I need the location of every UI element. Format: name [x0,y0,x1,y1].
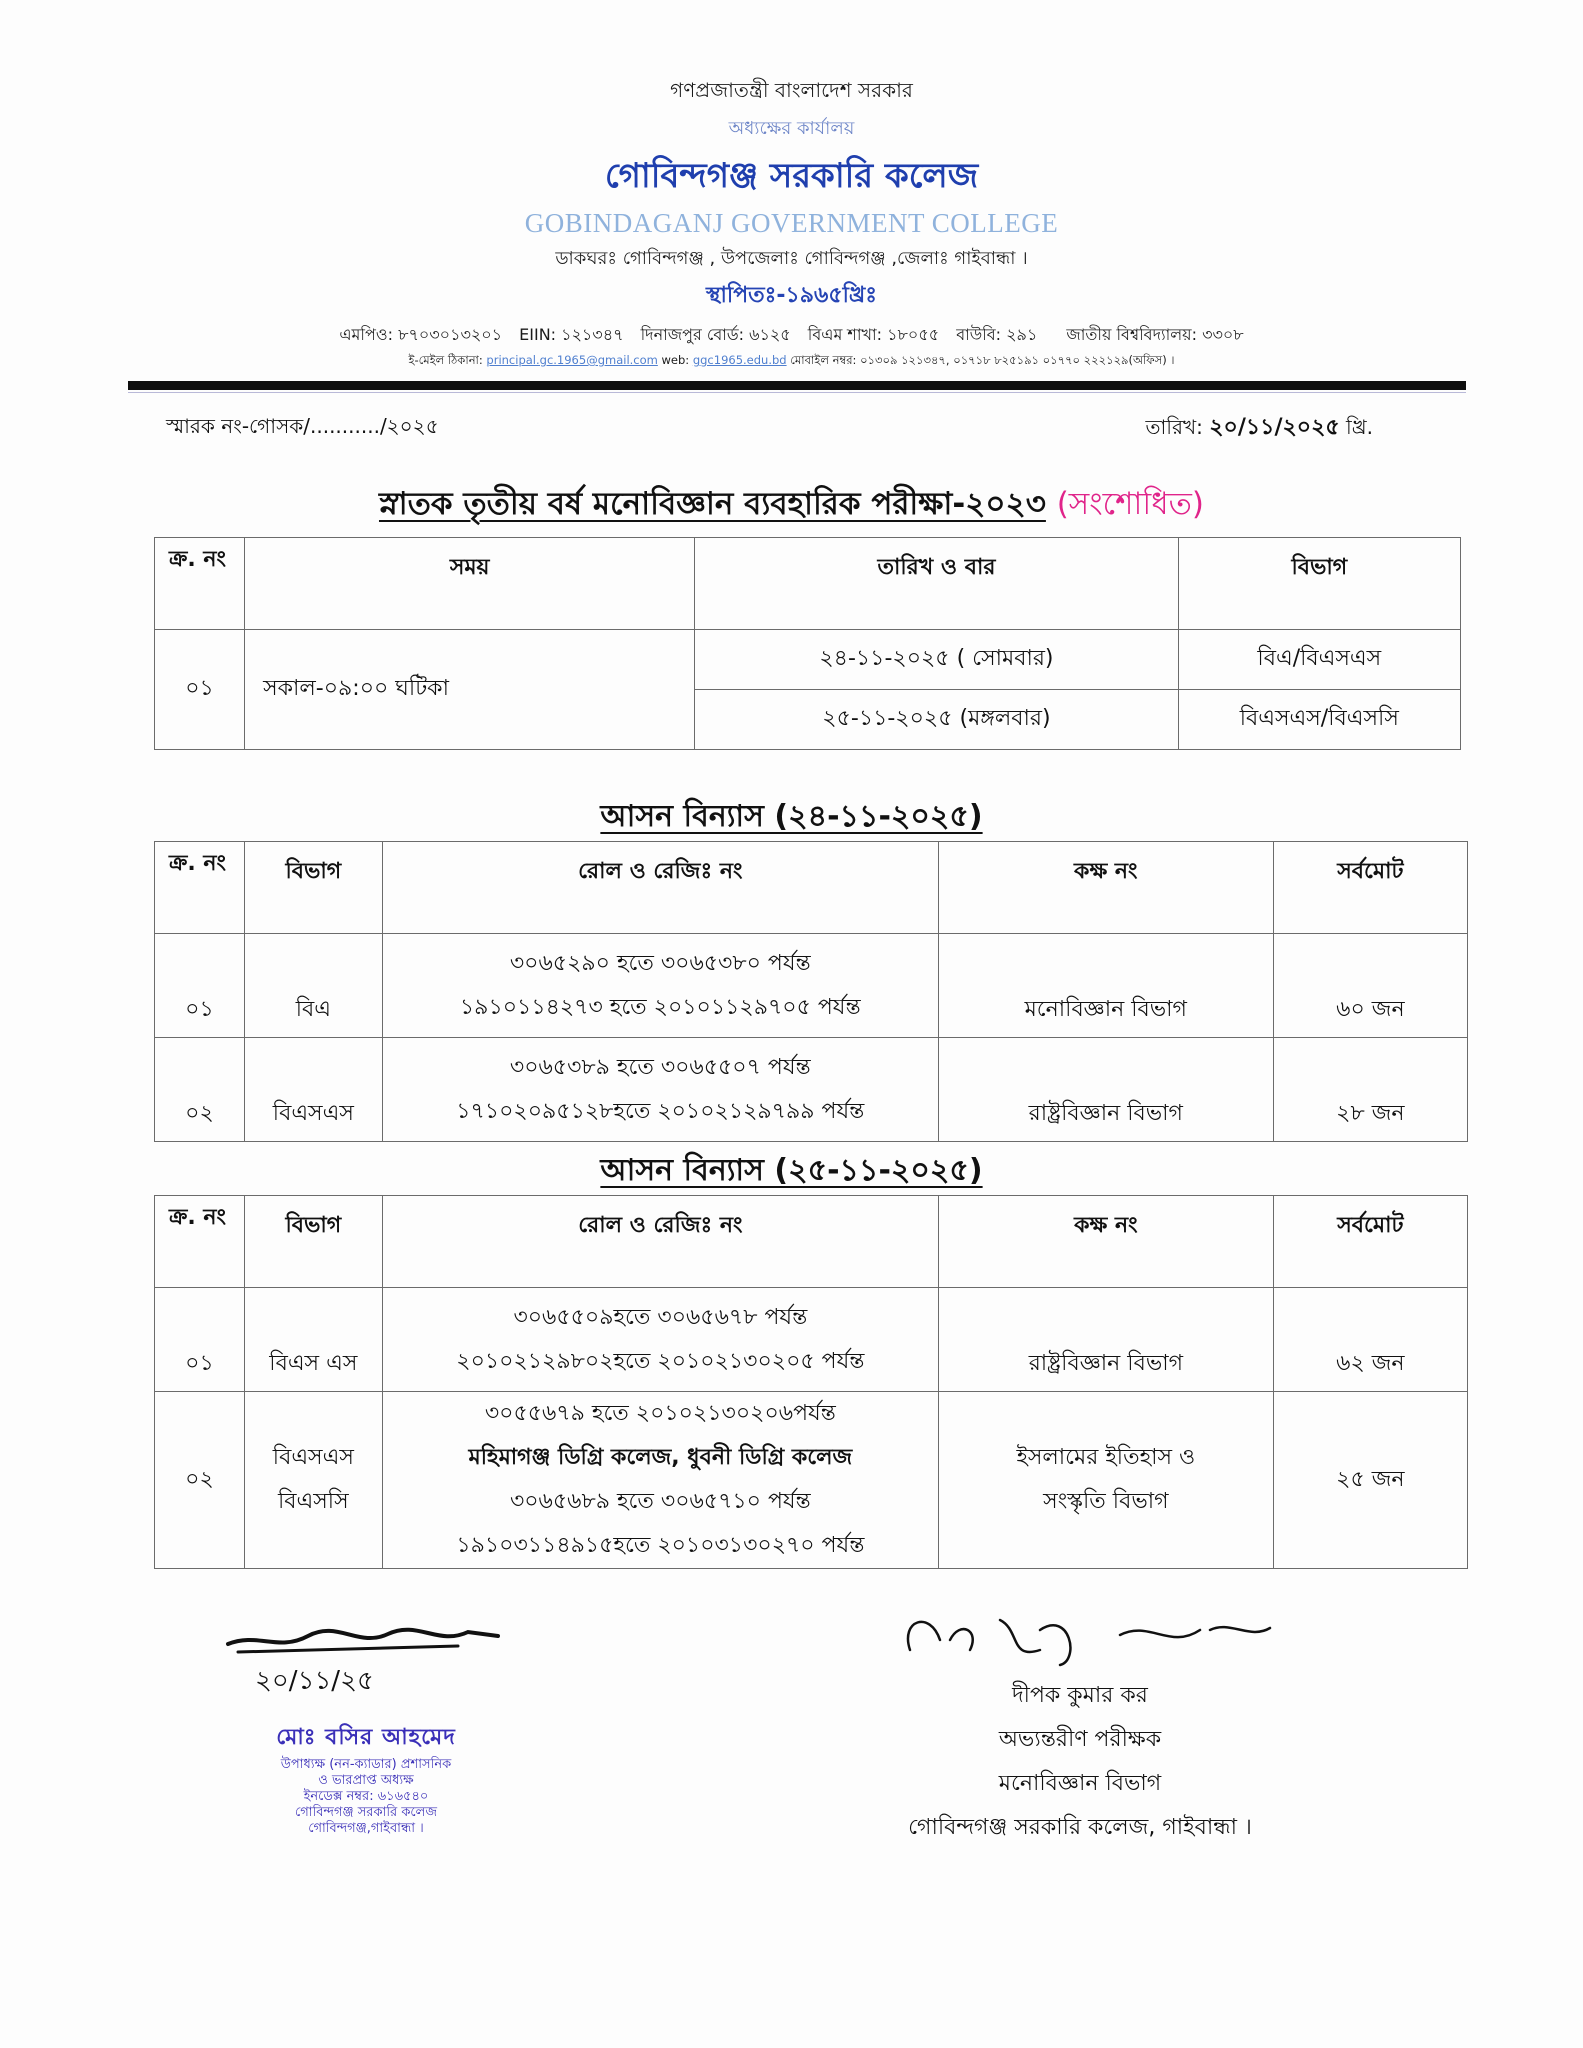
mpo-code: এমপিও: ৮৭০৩০১৩২০১ [339,325,503,344]
header-department: বিভাগ [244,1196,382,1288]
seating-title-1 [0,792,1583,843]
established-year: স্থাপিতঃ-১৯৬৫খ্রিঃ [705,283,878,308]
department-line-1: বিএসএস [272,1445,354,1470]
reg-range: ১৯১০১১৪২৭৩ হতে ২০১০১১২৯৭০৫ পর্যন্ত [459,994,861,1020]
memo-date [1145,410,1373,447]
header-roll-reg: রোল ও রেজিঃ নং [382,1196,938,1288]
college-address: ডাকঘরঃ গোবিন্দগঞ্জ , উপজেলাঃ গোবিন্দগঞ্জ ,জেলাঃ গাইবান্ধা । [555,248,1028,269]
header-department: বিভাগ [1178,538,1460,630]
examiner-signature [870,1600,1290,1670]
header-roll-reg: রোল ও রেজিঃ নং [382,842,938,934]
reg-range: ২০১০২১২৯৮০২হতে ২০১০২১৩০২০৫ পর্যন্ত [456,1348,865,1374]
signature-date: ২০/১১/২৫ [255,1666,374,1696]
department-cell: বিএ/বিএসএস [1178,630,1460,690]
header-time: সময় [245,538,695,630]
department-line-2: বিএসসি [278,1489,349,1514]
header-divider [128,381,1466,390]
stamp-name: মোঃ বসির আহমেদ [276,1725,456,1750]
stamp-line-5: গোবিন্দগঞ্জ,গাইবান্ধা । [308,1821,424,1836]
seating-table-2 [154,1195,1468,1569]
total-cell: ৬২ জন [1273,1288,1467,1392]
serial-cell: ০১ [155,934,245,1038]
roll-cell [382,1392,938,1569]
header-room: কক্ষ নং [938,1196,1273,1288]
office-name: অধ্যক্ষের কার্যালয় [728,118,855,139]
reg-range: ১৭১০২০৯৫১২৮হতে ২০১০২১২৯৭৯৯ পর্যন্ত [456,1098,865,1124]
room-line-1: ইসলামের ইতিহাস ও [1016,1445,1196,1470]
eiin-code: EIIN: ১২১৩৪৭ [519,325,624,344]
date-cell: ২৪-১১-২০২৫ ( সোমবার) [695,630,1178,690]
room-cell: রাষ্ট্রবিজ্ঞান বিভাগ [938,1038,1273,1142]
department-cell [244,1392,382,1569]
college-name-en: GOBINDAGANJ GOVERNMENT COLLEGE [524,208,1059,238]
examiner-name: দীপক কুমার কর [1012,1683,1148,1708]
department-cell: বিএসএস [244,1038,382,1142]
government-name: গণপ্রজাতন্ত্রী বাংলাদেশ সরকার [670,78,913,102]
department-cell: বিএ [244,934,382,1038]
stamp-line-3: ইনডেক্স নম্বর: ৬১৬৫৪০ [303,1789,429,1804]
roll-range: ৩০৬৫৬৮৯ হতে ৩০৬৫৭১০ পর্যন্ত [509,1489,811,1514]
examiner-department: মনোবিজ্ঞান বিভাগ [998,1771,1162,1796]
email-label: ই-মেইল ঠিকানা: [408,353,483,367]
department-cell: বিএস এস [244,1288,382,1392]
header-serial: ক্র. নং [155,842,245,934]
seating-title-2-text: আসন বিন্যাস (২৫-১১-২০২৫) [600,1153,983,1188]
table-header-row [155,842,1468,934]
room-cell: মনোবিজ্ঞান বিভাগ [938,934,1273,1038]
seating-title-2 [0,1146,1583,1197]
table-header-row [155,1196,1468,1288]
schedule-table [154,537,1461,750]
header-department: বিভাগ [244,842,382,934]
department-cell: বিএসএস/বিএসসি [1178,690,1460,750]
college-names: মহিমাগঞ্জ ডিগ্রি কলেজ, ধুবনী ডিগ্রি কলেজ [468,1445,853,1470]
table-row [155,630,1461,690]
total-cell: ৬০ জন [1273,934,1467,1038]
roll-range: ৩০৬৫২৯০ হতে ৩০৬৫৩৮০ পর্যন্ত [509,950,811,976]
serial-cell: ০১ [155,630,245,750]
seating-table-1 [154,841,1468,1142]
table-row [155,1392,1468,1569]
date-value: ২০/১১/২০২৫ [1209,415,1340,440]
date-suffix: খ্রি. [1346,415,1373,439]
roll-range: ৩০৬৫৫০৯হতে ৩০৬৫৬৭৮ পর্যন্ত [513,1304,808,1330]
document-title [0,480,1583,532]
header-divider-thin [128,392,1466,393]
board-code: দিনাজপুর বোর্ড: ৬১২৫ [640,325,791,344]
table-header-row [155,538,1461,630]
roll-range: ৩০৫৫৬৭৯ হতে ২০১০২১৩০২০৬পর্যন্ত [484,1401,836,1426]
stamp-line-1: উপাধ্যক্ষ (নন-ক্যাডার) প্রশাসনিক [280,1757,452,1772]
room-line-2: সংস্কৃতি বিভাগ [1043,1489,1169,1514]
table-row [155,1038,1468,1142]
stamp-line-2: ও ভারপ্রাপ্ত অধ্যক্ষ [318,1773,414,1788]
table-row [155,1288,1468,1392]
memo-reference: স্মারক নং-গোসক/.........../২০২৫ [166,414,439,438]
title-revised: (সংশোধিত) [1056,486,1205,522]
table-row [155,934,1468,1038]
examiner-designation: অভ্যন্তরীণ পরীক্ষক [998,1727,1162,1752]
college-name-bn: গোবিন্দগঞ্জ সরকারি কলেজ [604,156,979,196]
seating-title-1-text: আসন বিন্যাস (২৪-১১-২০২৫) [600,799,983,834]
title-main: স্নাতক তৃতীয় বর্ষ মনোবিজ্ঞান ব্যবহারিক পরীক্ষা-২০২৩ [378,486,1046,522]
official-stamp [216,1720,516,1837]
roll-cell [382,1038,938,1142]
date-cell: ২৫-১১-২০২৫ (মঙ্গলবার) [695,690,1178,750]
institution-codes [0,322,1583,349]
header-date-day: তারিখ ও বার [695,538,1178,630]
examiner-institution: গোবিন্দগঞ্জ সরকারি কলেজ, গাইবান্ধা । [908,1815,1252,1840]
header-total: সর্বমোট [1273,1196,1467,1288]
room-cell: রাষ্ট্রবিজ্ঞান বিভাগ [938,1288,1273,1392]
roll-cell [382,934,938,1038]
email-link[interactable]: principal.gc.1965@gmail.com [486,353,658,367]
header-room: কক্ষ নং [938,842,1273,934]
phone-numbers: মোবাইল নম্বর: ০১৩০৯ ১২১৩৪৭, ০১৭১৮ ৮২৫১৯১ ০১৭৭০ ২২২১২৯(অফিস) । [790,353,1175,367]
examiner-signature-block [840,1600,1320,1850]
roll-cell [382,1288,938,1392]
serial-cell: ০২ [155,1038,245,1142]
header-serial: ক্র. নং [155,1196,245,1288]
bm-code: বিএম শাখা: ১৮০৫৫ [807,325,940,344]
nu-code: জাতীয় বিশ্ববিদ্যালয়: ৩৩০৮ [1066,325,1244,344]
contact-line [0,352,1583,371]
reg-range: ১৯১০৩১১৪৯১৫হতে ২০১০৩১৩০২৭০ পর্যন্ত [456,1533,865,1558]
bou-code: বাউবি: ২৯১ [956,325,1038,344]
web-link[interactable]: ggc1965.edu.bd [692,353,787,367]
principal-signature [218,1622,518,1662]
date-label: তারিখ: [1145,415,1203,439]
header-serial: ক্র. নং [155,538,245,630]
total-cell: ২৮ জন [1273,1038,1467,1142]
room-cell [938,1392,1273,1569]
roll-range: ৩০৬৫৩৮৯ হতে ৩০৬৫৫০৭ পর্যন্ত [509,1054,811,1080]
serial-cell: ০১ [155,1288,245,1392]
time-cell: সকাল-০৯:০০ ঘটিকা [245,630,695,750]
stamp-line-4: গোবিন্দগঞ্জ সরকারি কলেজ [295,1805,437,1820]
web-label: web: [661,353,690,367]
total-cell: ২৫ জন [1273,1392,1467,1569]
serial-cell: ০২ [155,1392,245,1569]
header-total: সর্বমোট [1273,842,1467,934]
